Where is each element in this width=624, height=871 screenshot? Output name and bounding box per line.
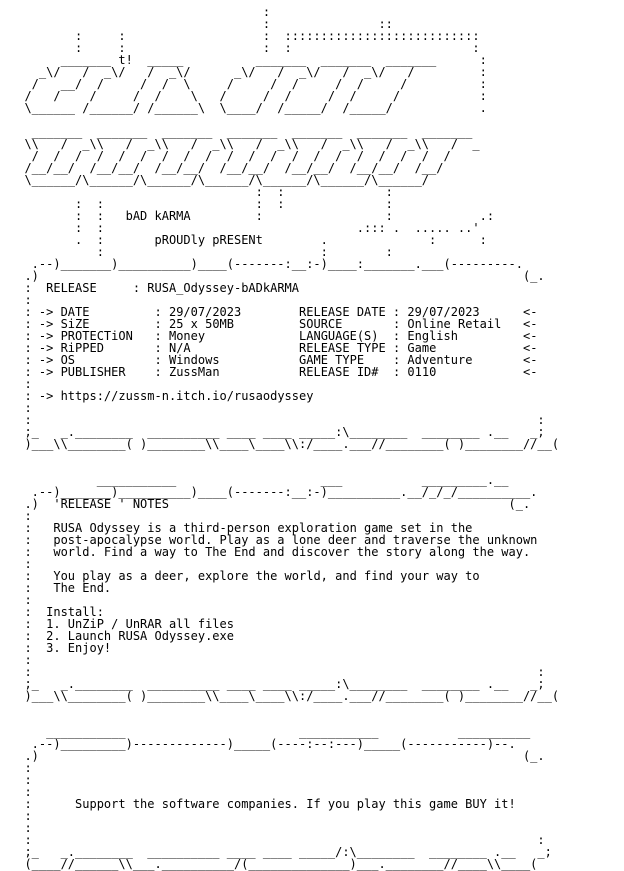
ripped-value: N/A	[168, 341, 191, 355]
ripped-label: RiPPED :	[60, 341, 162, 355]
size-value: 25 x 50MB	[168, 317, 234, 331]
date-label: DATE :	[60, 305, 162, 319]
protection-label: PROTECTiON :	[60, 329, 162, 343]
notes-spacer: : :	[24, 557, 32, 583]
release-name: RUSA_Odyssey-bADkARMA	[147, 281, 299, 295]
source-value: Online Retail	[407, 317, 502, 331]
release-id-value: 0110	[407, 365, 437, 379]
os-label: OS :	[60, 353, 162, 367]
language-value: English	[407, 329, 458, 343]
notes-paragraph-gameplay: You play as a deer, explore the world, and find your way to : The End.	[24, 569, 480, 595]
release-box-bottom-border: : : : ;_ _.________ __________ ____ ____ _____:\________ ________ .__ _; )___\\________( )________\\____\____\\:/____.___//________( )________//__( ___________ ___ _________.__ .--)_______)__________)____(-------:__:-)__________.__/_/_/__________. .)	[24, 401, 560, 511]
support-box-bottom-border: : : : : ;_ _.________ __________ ____ ____ _____/:\________ ________ .__ _; (____//______\\___.__________/(______________)___.________//____\\____(	[24, 809, 552, 871]
release-id-label: RELEASE ID# :	[299, 365, 401, 379]
publisher-label: PUBLISHER :	[60, 365, 162, 379]
release-date-value: 29/07/2023	[407, 305, 480, 319]
release-type-value: Game	[407, 341, 437, 355]
support-message: Support the software companies. If you play this game BUY it!	[75, 797, 516, 811]
notes-spacer-2: : :	[24, 593, 32, 619]
game-type-label: GAME TYPE :	[299, 353, 401, 367]
install-step-unzip: 1. UnZiP / UnRAR all files	[46, 617, 234, 631]
ascii-art-logo: : : :: : : : ::::::::::::::::::::::::::: : : : : : _______ t! _____ _______ _______ _______ : _\/ / _\/ / _\/ _\/ / _\/ / _\/ / : / __/ / / / \ / / / / / / : / / / / / \ / / / / / / : \______ /______/ /______\ \____/ /_____/ /_____/ . _______ _______ _______ _______ _______ _______ _______ \\ / _\\ / _\\ / _\\ / _\\ / _\\ / _\\ / _ / / / / / / / / / / / / / / / / / / / / /__/__/ /__/__/ /__/__/ /__/__/ /__/__/ /__/__/ /__/ \______/\______/\______/\______/\______/\______/\______/ : : : : : : : : : : bAD kARMA : : .: : : .::: . ..... ..' . : pROUDly pRESENt . : : : : :	[24, 5, 495, 259]
notes-paragraph-description: RUSA Odyssey is a third-person exploration game set in the : post-apocalypse world. Play as a lone deer and traverse the unknown : world. Find a way to The End and discover the story along the way.	[24, 521, 538, 559]
size-label: SiZE :	[60, 317, 162, 331]
notes-box-spacer: (_. : :	[24, 497, 531, 535]
source-label: SOURCE :	[299, 317, 401, 331]
release-date-label: RELEASE DATE :	[299, 305, 401, 319]
game-url[interactable]: https://zussm-n.itch.io/rusaodyssey	[60, 389, 314, 403]
install-heading: Install:	[46, 605, 104, 619]
release-box-top-border: .--)_______)__________)____(-------:__:-)____:_______.___(---------. .) (_. :	[24, 257, 545, 295]
os-value: Windows	[168, 353, 220, 367]
release-type-label: RELEASE TYPE :	[299, 341, 401, 355]
install-step-enjoy: 3. Enjoy!	[46, 641, 112, 655]
release-box-spacer: : : ->	[24, 293, 54, 319]
notes-box-bottom-border: : : : ;_ _.________ __________ ____ ____ _____:\________ ________ .__ _; )___\\________( )________\\____\____\\:/____.___//________( )________//__( ___________ ___________ __________ .--)_________)-------------)_____(----:--:---)_____(-----------)--. .) (_. : : : :	[24, 653, 560, 811]
release-notes-title: 'RELEASE ' NOTES	[53, 497, 169, 511]
game-type-value: Adventure	[407, 353, 473, 367]
date-value: 29/07/2023	[168, 305, 242, 319]
language-label: LANGUAGE(S) :	[299, 329, 401, 343]
publisher-value: ZussMan	[168, 365, 220, 379]
release-label: RELEASE :	[46, 281, 141, 295]
protection-value: Money	[168, 329, 206, 343]
install-step-launch: 2. Launch RUSA Odyssey.exe	[46, 629, 234, 643]
nfo-document: : : :: : : : ::::::::::::::::::::::::::: : : : : : _______ t! _____ _______ _______ _______ : _\/ / _\/ / _\/ _\/ / _\/ / _\/ / : / __/ / / / \ / / / / / / : / / / / / \ / / / / / / : \______ /______/ /______\ \____/ /_____/ /_____/ . _______ _______ _______ _______ _______ _______ _______ \\ / _\\ / _\\ / _\\ / _\\ / _\\ / _\\ / _ / / / / / / / / / / / / / / / / / / / / /__/__/ /__/__/ /__/__/ /__/__/ /__/__/ /__/__/ /__/ \______/\______/\______/\______/\______/\______/\______/ : : : : : : : : : : bAD kARMA : : .: : : .::: . ..... ..' . : pROUDly pRESENt . : : : : : .--)_______)__________)____(-------:__:-)____:_______.___(---------. .) (_. : RELEASE : RUSA_Odyssey-bADkARMA : : -> DATE : 29/07/2023 RELEASE DATE : 29/07/2023 <- : -> SiZE : 25 x 50MB SOURCE : Online Retail <- : -> PROTECTiON : Money LANGUAGE(S) : English <- : -> RiPPED : N/A RELEASE TYPE : Game <- : -> OS : Windows GAME TYPE : Adventure <- : -> PUBLISHER : ZussMan RELEASE ID# : 0110 <- : : -> https://zussm-n.itch.io/rusaodyssey : : : ;_ _.________ __________ ____ ____ _____:\________ ________ .__ _; )___\\________( )________\\____\____\\:/____.___//________( )________//__( ___________ ___ _________.__ .--)_______)__________)____(-------:__:-)__________.__/_/_/__________. .) 'RELEASE ' NOTES (_. : : RUSA Odyssey is a third-person exploration game set in the : post-apocalypse world. Play as a lone deer and traverse the unknown : world. Find a way to The End and discover the story along the way. : : You play as a deer, explore the world, and find your way to : The End. : : Install: : 1. UnZiP / UnRAR all files : 2. Launch RUSA Odyssey.exe : 3. Enjoy! : : : ;_ _.________ __________ ____ ____ _____:\________ ________ .__ _; )___\\________( )________\\____\____\\:/____.___//________( )________//__( ___________ ___________ __________ .--)_________)-------------)_____(----:--:---)_____(-----------)--. .) (_. : : : : Support the software companies. If you play this game BUY it! : : : : ;_ _.________ __________ ____ ____ _____/:\________ ________ .__ _; (____//______\\___.__________/(______________)___.________//____\\____(	[10, 6, 559, 870]
